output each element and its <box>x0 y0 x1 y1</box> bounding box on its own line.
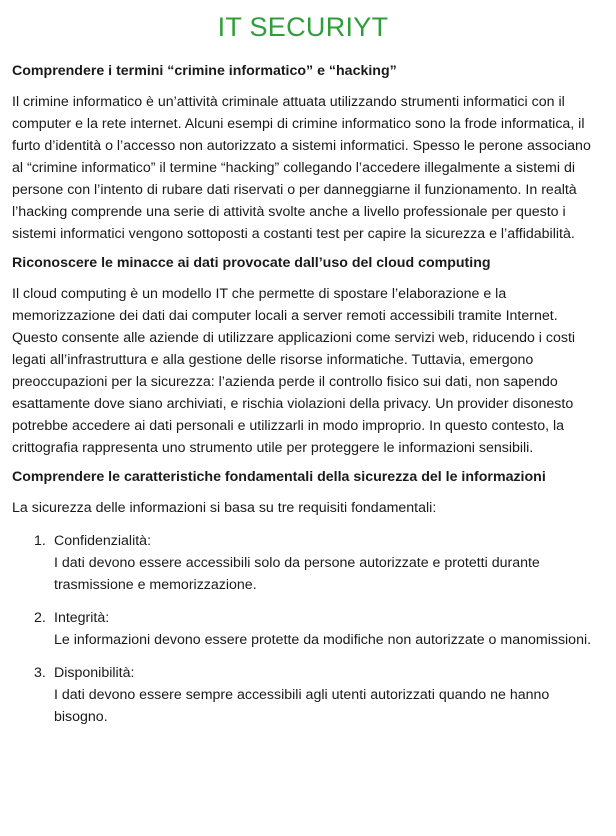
list-item-number: 1. <box>34 533 46 549</box>
list-item-confidentiality <box>34 530 594 596</box>
list-item-number: 2. <box>34 610 46 626</box>
page-title: IT SECURIYT <box>217 12 389 42</box>
requirements-list <box>12 530 594 728</box>
list-item-description: I dati devono essere sempre accessibili agli utenti autorizzati quando ne hanno bisogno. <box>54 687 550 725</box>
section-intro: La sicurezza delle informazioni si basa su tre requisiti fondamentali: <box>12 500 437 516</box>
section-heading: Comprendere i termini “crimine informatico” e “hacking” <box>12 63 397 79</box>
section-paragraph: Il crimine informatico è un’attività criminale attuata utilizzando strumenti informatici con il computer e la rete internet. Alcuni esempi di crimine informatico sono la frode informatica, il furto d’identità o l’accesso non autorizzato a sistemi informatici. Spesso le perone associano al “crimine informatico” il termine “hacking” collegando l’accedere illegalmente a sistemi di persone con l’intento di rubare dati riservati o per danneggiarne il funzionamento. In realtà l’hacking comprende una serie di attività svolte anche a livello professionale per questo i sistemi informatici vengono sottoposti a costanti test per capire la sicurezza e l’affidabilità. <box>12 94 591 242</box>
section-cybercrime <box>12 62 594 245</box>
list-item-label: Disponibilità: <box>54 665 135 681</box>
list-item-number: 3. <box>34 665 46 681</box>
list-item-description: I dati devono essere accessibili solo da persone autorizzate e protetti durante trasmissione e memorizzazione. <box>54 555 540 593</box>
list-item-label: Integrità: <box>54 610 110 626</box>
section-heading: Riconoscere le minacce ai dati provocate dall’uso del cloud computing <box>12 255 491 271</box>
section-paragraph: Il cloud computing è un modello IT che permette di spostare l’elaborazione e la memorizzazione dei dati dai computer locali a server remoti accessibili tramite Internet. Questo consente alle aziende di utilizzare applicazioni come servizi web, riducendo i costi legati all’infrastruttura e alla gestione delle risorse informatiche. Tuttavia, emergono preoccupazioni per la sicurezza: l’azienda perde il controllo fisico sui dati, non sapendo esattamente dove siano archiviati, e rischia violazioni della privacy. Un provider disonesto potrebbe accedere ai dati personali e utilizzarli in modo improprio. In questo contesto, la crittografia rappresenta uno strumento utile per proteggere le informazioni sensibili. <box>12 286 576 456</box>
list-item-availability <box>34 662 594 728</box>
list-item-integrity <box>34 607 594 651</box>
list-item-description: Le informazioni devono essere protette da modifiche non autorizzate o manomissioni. <box>54 632 592 648</box>
section-heading: Comprendere le caratteristiche fondamentali della sicurezza del le informazioni <box>12 469 546 485</box>
section-cloud-computing <box>12 254 594 459</box>
section-security-characteristics <box>12 468 594 728</box>
list-item-label: Confidenzialità: <box>54 533 152 549</box>
